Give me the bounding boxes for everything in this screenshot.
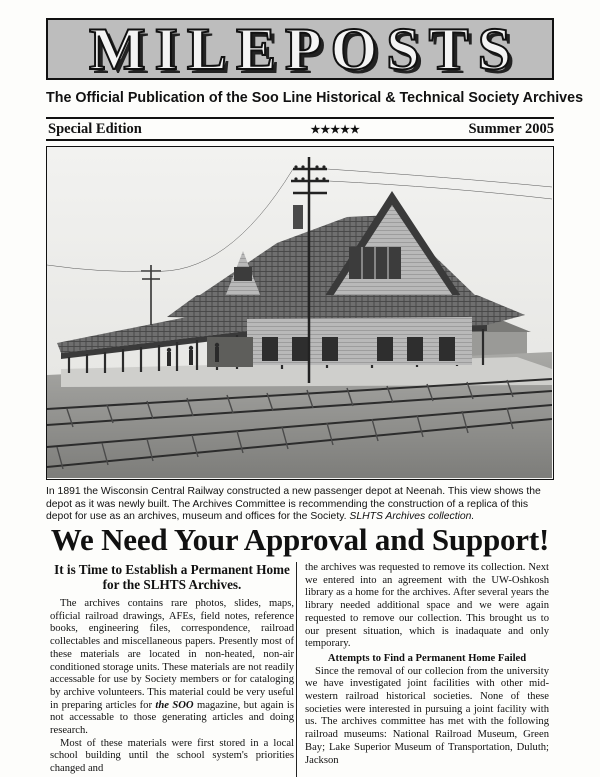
article-paragraph-3: the archives was requested to remove its collection. Next we entered into an agreement with the UW-Oshkosh library as a home for the archives. After several years the library needed additional space and we were again requested to remove our collection. This brought us to our present situation, which is inadaquate and only temporary. <box>305 562 549 650</box>
article-subheading: Attempts to Find a Permanent Home Failed <box>327 652 527 664</box>
caption-text: In 1891 the Wisconsin Central Railway constructed a new passenger depot at Neenah. This view shows the depot as it was newly built. The Archives Committee is recommending the construction of a replica of this depot for use as an archives, museum and offices for the Society. <box>46 486 541 523</box>
edition-label: Special Edition <box>48 120 142 137</box>
edition-stars: ★★★★★ <box>310 123 360 136</box>
caption-credit: SLHTS Archives collection. <box>349 511 475 523</box>
depot-illustration <box>47 147 552 478</box>
article-heading: It is Time to Establish a Permanent Home for the SLHTS Archives. <box>54 562 290 592</box>
masthead-title: MILEPOSTS <box>88 18 521 80</box>
article-paragraph-1 <box>50 598 294 738</box>
depot-photo <box>46 146 554 480</box>
bottom-rule <box>46 139 554 141</box>
paragraph-1-tail: magazine, but again is not accessable to those generating articles and doing research. <box>50 699 294 737</box>
article-column-right <box>305 562 549 767</box>
photo-caption <box>46 486 556 524</box>
publication-subtitle: The Official Publication of the Soo Line Historical & Technical Society Archives <box>46 90 584 106</box>
edition-row <box>46 120 554 138</box>
headline: We Need Your Approval and Support! <box>50 522 550 557</box>
masthead <box>46 18 554 80</box>
article-paragraph-2: Most of these materials were first stored in a local school building until the school system's priorities changed and <box>50 737 294 775</box>
soo-magazine-title: the SOO <box>155 699 194 711</box>
paragraph-1-text: The archives contains rare photos, slides, maps, official railroad drawings, AFEs, field notes, reference books, engineering files, correspondence, railroad collectables and miscellaneous papers. Presently most of these materials are located in non-heated, non-air conditioned storage units. These materials are not readily accessable for use by Society members or for cataloging by archive volunteers. This material could be very useful in preparing articles for <box>50 598 294 711</box>
column-divider <box>296 562 297 777</box>
article-column-left <box>50 562 294 776</box>
issue-date: Summer 2005 <box>468 120 554 137</box>
top-rule <box>46 117 554 119</box>
article-paragraph-4: Since the removal of our collecion from the university we have investigated joint facilities with other mid-western railroad historical societies. None of these societies were interested in pursuing a joint facility with us. The archives committee has met with the following railroad museums: National Railroad Museum, Green Bay; Lake Superior Museum of Transportation, Duluth; Jackson <box>305 665 549 766</box>
